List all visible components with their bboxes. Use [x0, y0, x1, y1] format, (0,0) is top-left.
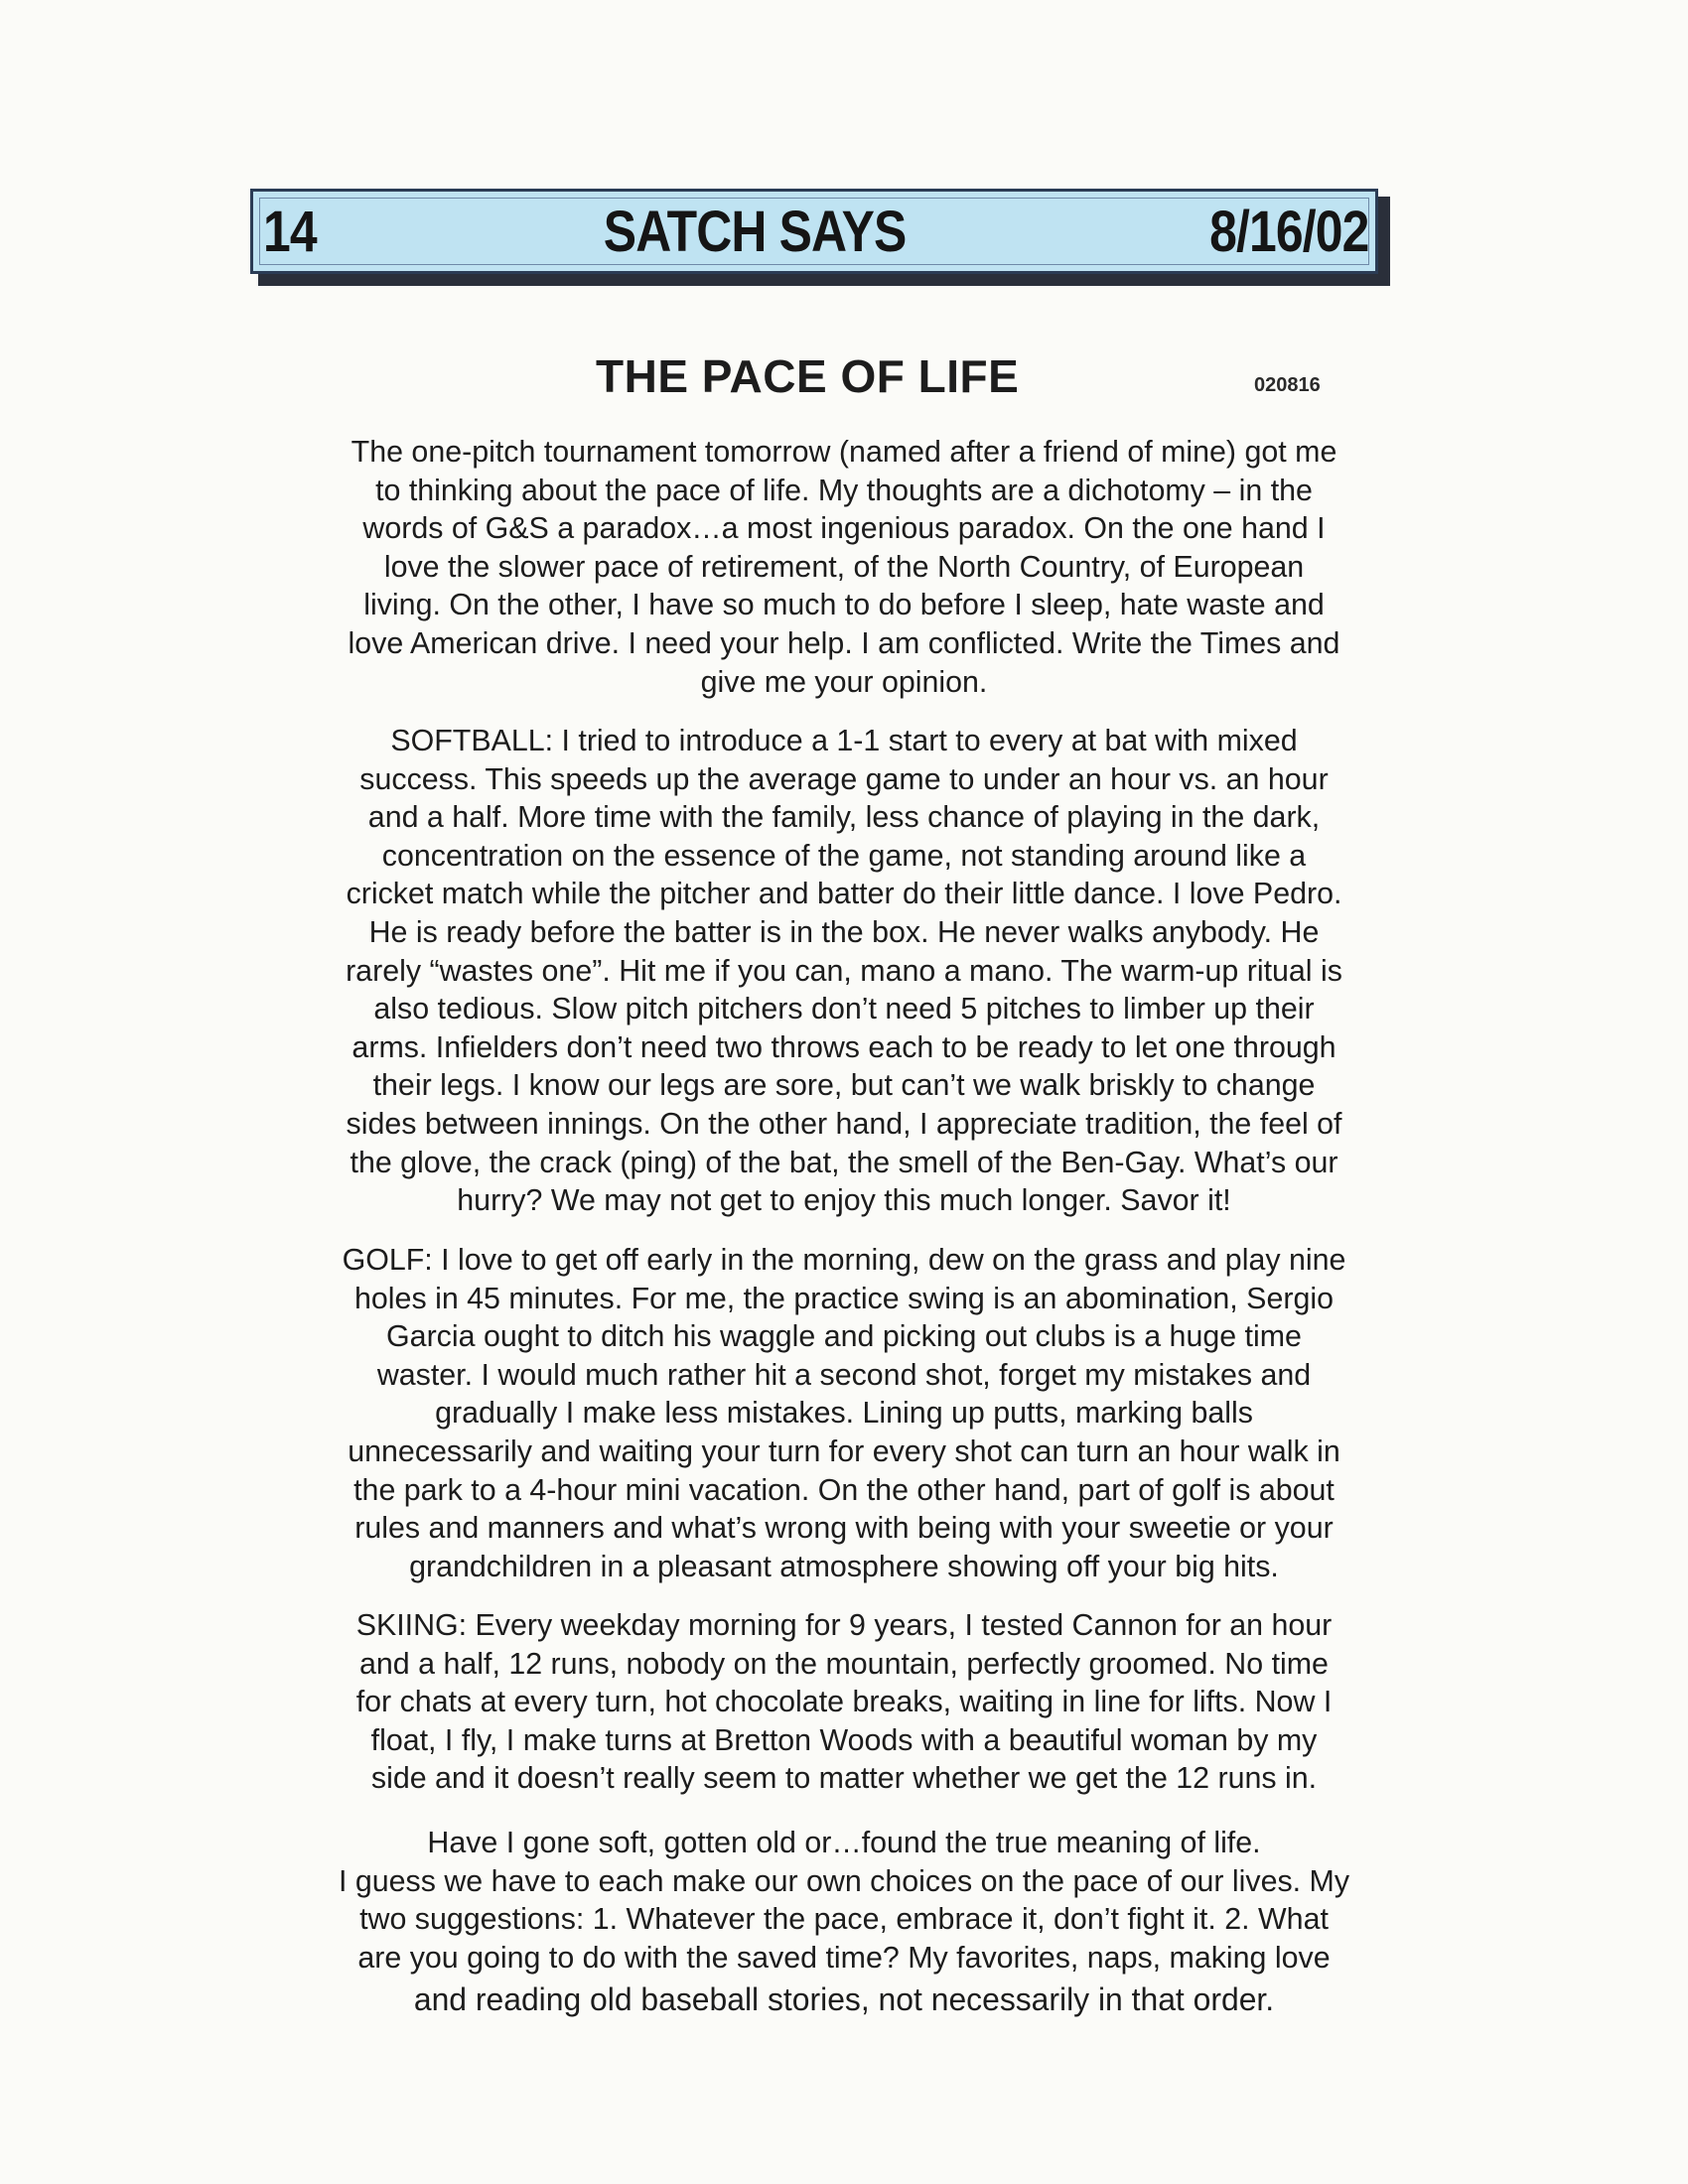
text-line: grandchildren in a pleasant atmosphere showing off your big hits.	[409, 1549, 1279, 1583]
text-line: waster. I would much rather hit a second shot, forget my mistakes and	[376, 1357, 1312, 1392]
text-line: He is ready before the batter is in the box. He never walks anybody. He	[368, 914, 1320, 949]
issue-number: 14	[263, 199, 317, 264]
text-line: words of G&S a paradox…a most ingenious paradox. On the one hand I	[362, 511, 1326, 546]
text-line: I guess we have to each make our own choices on the pace of our lives. My	[338, 1863, 1350, 1898]
text-line: Garcia ought to ditch his waggle and picking out clubs is a huge time	[386, 1319, 1302, 1354]
article-code: 020816	[1254, 374, 1321, 396]
text-line: float, I fly, I make turns at Bretton Woods with a beautiful woman by my	[370, 1722, 1318, 1757]
text-line: love the slower pace of retirement, of the North Country, of European	[383, 549, 1305, 584]
header-banner	[250, 189, 1392, 288]
text-line: hurry? We may not get to enjoy this much longer. Savor it!	[457, 1183, 1231, 1218]
column-title: SATCH SAYS	[603, 199, 907, 264]
text-line: rules and manners and what’s wrong with being with your sweetie or your	[354, 1511, 1334, 1546]
text-line: to thinking about the pace of life. My thoughts are a dichotomy – in the	[375, 473, 1313, 507]
text-line: holes in 45 minutes. For me, the practice swing is an abomination, Sergio	[354, 1281, 1334, 1315]
paragraph-skiing	[243, 1606, 1445, 1798]
text-line: side and it doesn’t really seem to matter whether we get the 12 runs in.	[370, 1761, 1318, 1796]
banner-box	[250, 189, 1378, 274]
text-line: unnecessarily and waiting your turn for every shot can turn an hour walk in	[348, 1433, 1340, 1468]
text-line: are you going to do with the saved time? My favorites, naps, making love	[357, 1940, 1331, 1975]
text-line: arms. Infielders don’t need two throws each to be ready to let one through	[352, 1029, 1336, 1064]
text-line: living. On the other, I have so much to do before I sleep, hate waste and	[363, 588, 1325, 622]
text-line: for chats at every turn, hot chocolate breaks, waiting in line for lifts. Now I	[355, 1685, 1333, 1719]
paragraph-softball	[243, 722, 1445, 1220]
issue-date: 8/16/02	[1209, 199, 1369, 264]
text-line: and a half, 12 runs, nobody on the mountain, perfectly groomed. No time	[359, 1646, 1329, 1681]
paragraph-conclusion	[243, 1824, 1445, 2019]
text-line: and a half. More time with the family, less chance of playing in the dark,	[367, 800, 1321, 835]
text-line: give me your opinion.	[700, 664, 988, 699]
text-line: gradually I make less mistakes. Lining up putts, marking balls	[435, 1396, 1253, 1431]
text-line: cricket match while the pitcher and batter do their little dance. I love Pedro.	[346, 877, 1342, 911]
article-title: THE PACE OF LIFE	[596, 350, 1020, 402]
text-line: SKIING: Every weekday morning for 9 years, I tested Cannon for an hour	[355, 1608, 1333, 1642]
text-line: love American drive. I need your help. I am conflicted. Write the Times and	[348, 625, 1340, 660]
text-line: SOFTBALL: I tried to introduce a 1-1 start to every at bat with mixed	[390, 724, 1298, 757]
paragraph-intro	[243, 433, 1445, 701]
text-line: Have I gone soft, gotten old or…found the true meaning of life.	[427, 1826, 1261, 1859]
text-line: the park to a 4-hour mini vacation. On the other hand, part of golf is about	[353, 1472, 1335, 1507]
text-line: rarely “wastes one”. Hit me if you can, mano a mano. The warm-up ritual is	[346, 953, 1342, 988]
text-line: the glove, the crack (ping) of the bat, the smell of the Ben-Gay. What’s our	[350, 1145, 1338, 1179]
paragraph-golf	[243, 1241, 1445, 1585]
text-line: GOLF: I love to get off early in the morning, dew on the grass and play nine	[342, 1243, 1346, 1277]
text-line: two suggestions: 1. Whatever the pace, embrace it, don’t fight it. 2. What	[359, 1902, 1329, 1937]
text-line: and reading old baseball stories, not necessarily in that order.	[413, 1981, 1275, 2018]
text-line: concentration on the essence of the game, not standing around like a	[381, 838, 1307, 873]
text-line: also tedious. Slow pitch pitchers don’t need 5 pitches to limber up their	[373, 992, 1315, 1026]
text-line: success. This speeds up the average game to under an hour vs. an hour	[359, 761, 1329, 796]
text-line: sides between innings. On the other hand, I appreciate tradition, the feel of	[346, 1106, 1342, 1141]
text-line: their legs. I know our legs are sore, but can’t we walk briskly to change	[372, 1068, 1316, 1103]
text-line: The one-pitch tournament tomorrow (named after a friend of mine) got me	[351, 435, 1337, 469]
